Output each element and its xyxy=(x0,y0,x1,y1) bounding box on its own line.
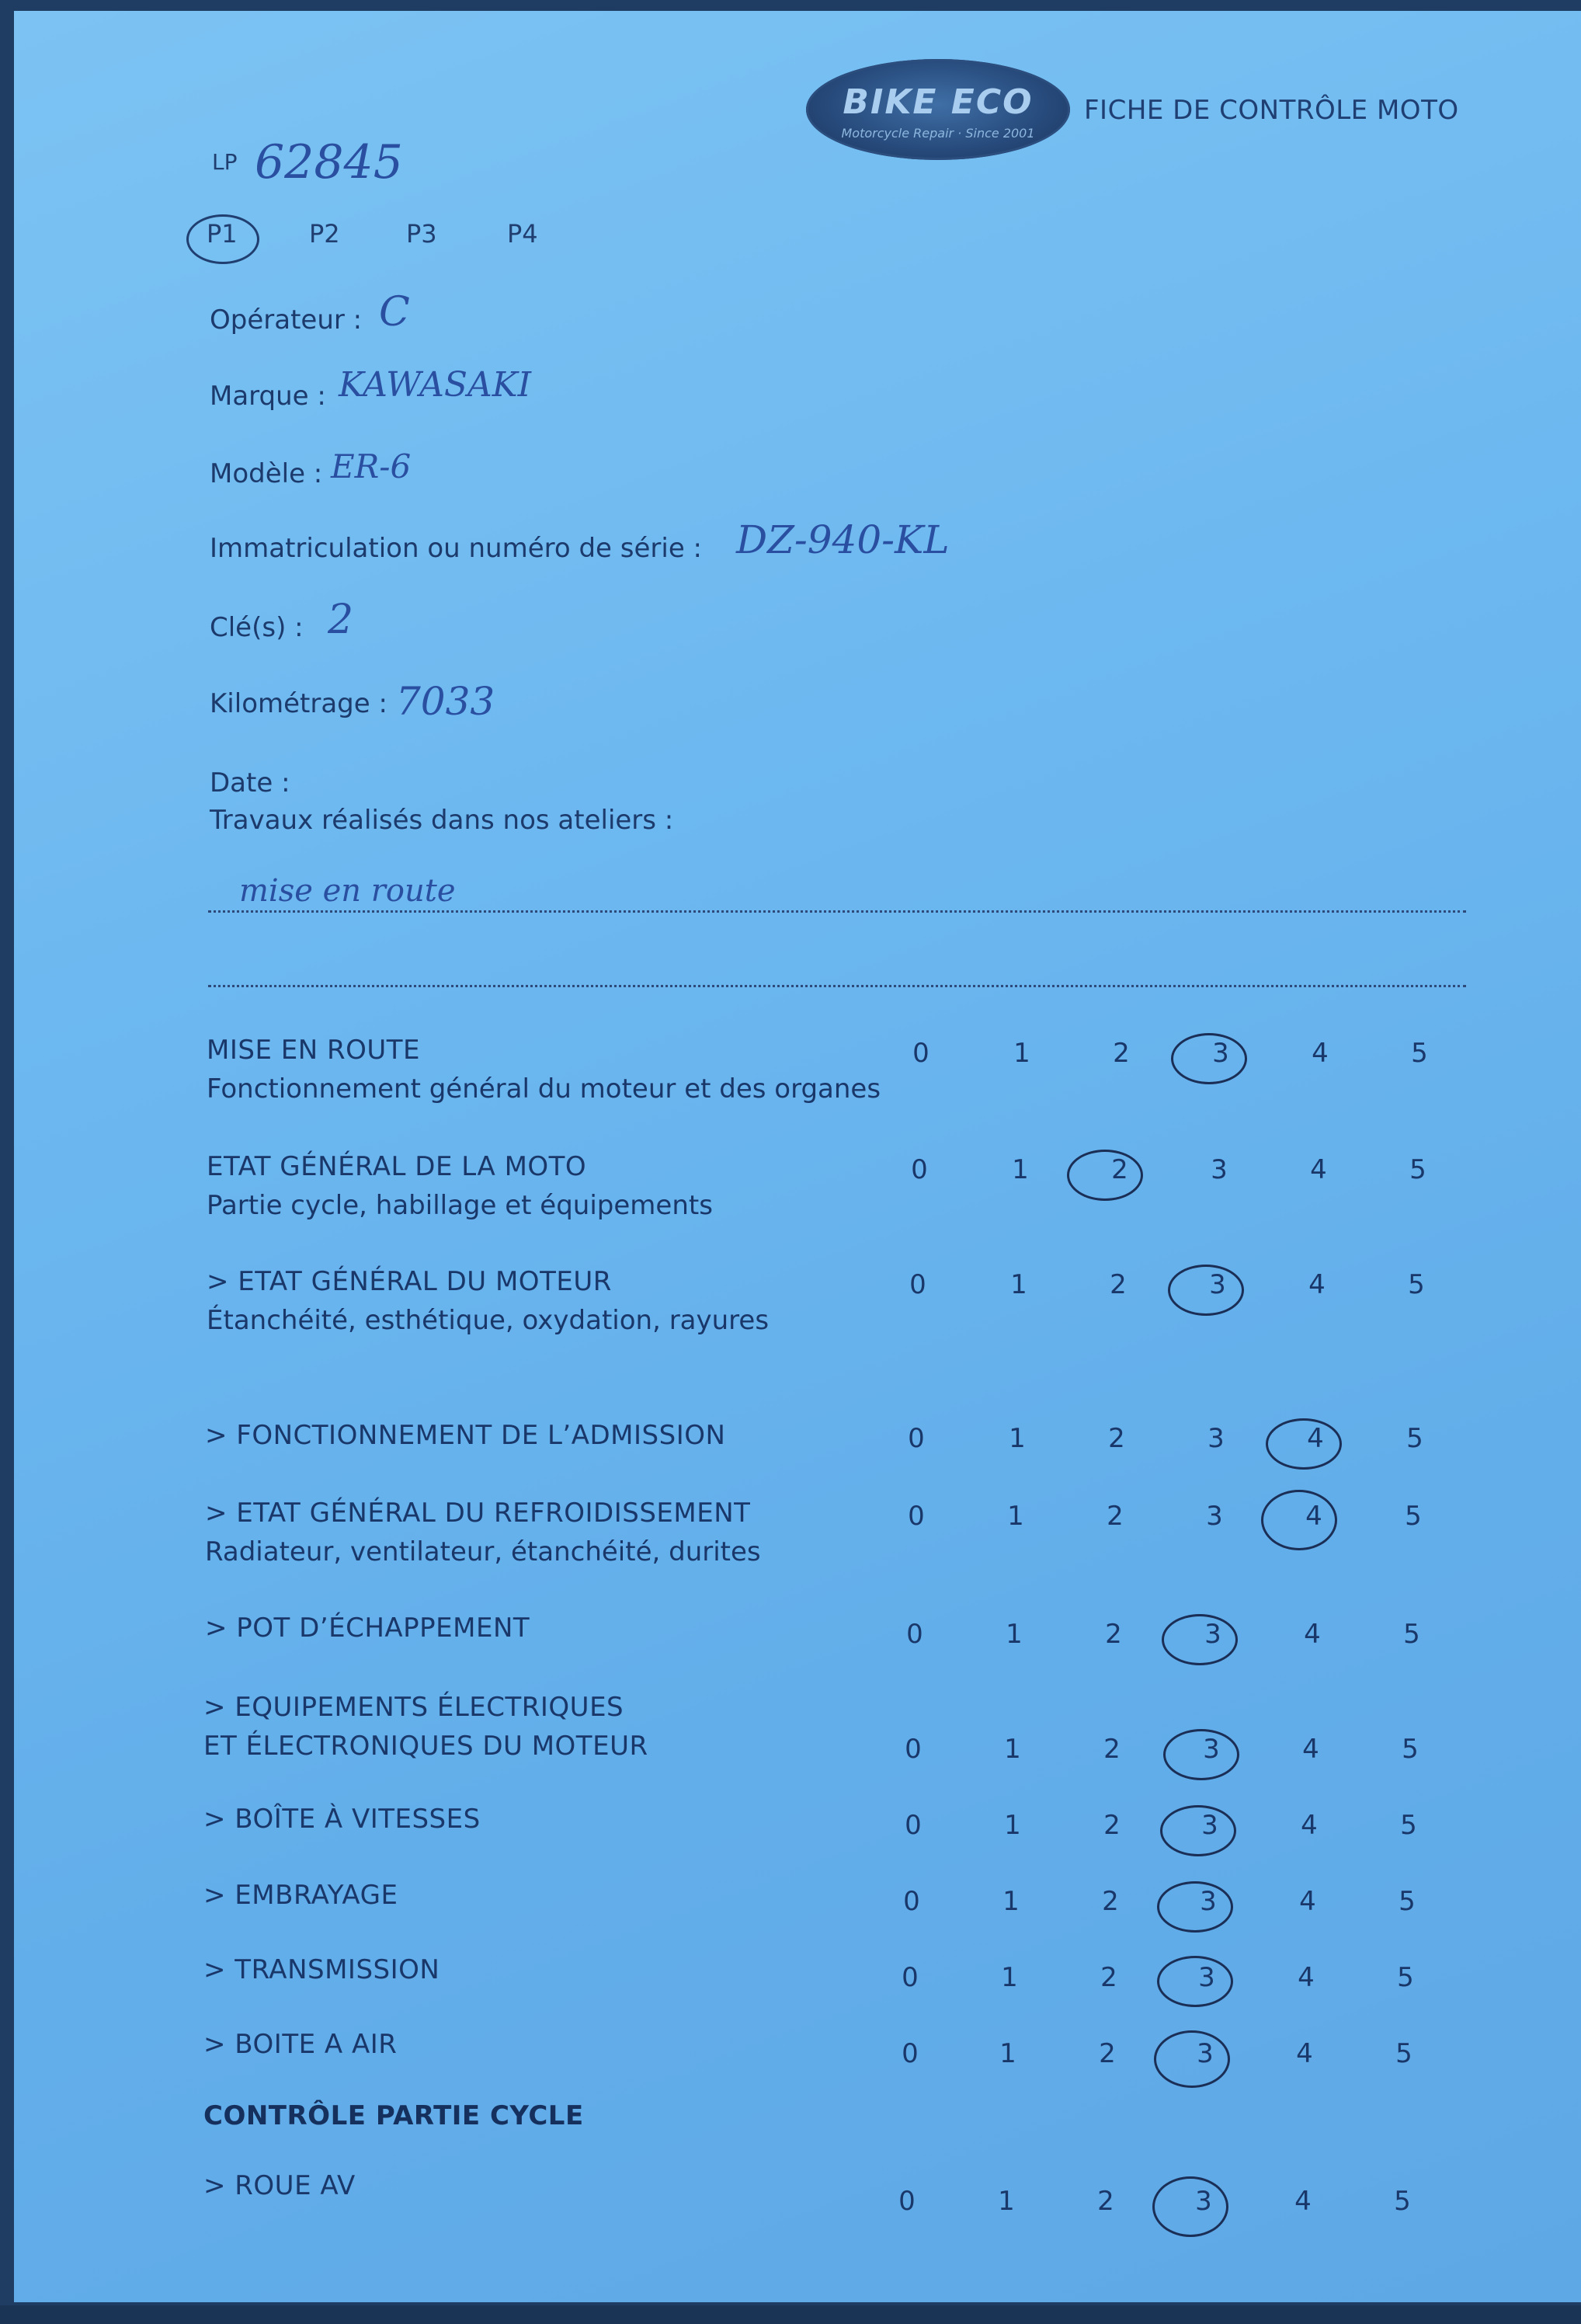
priority-option-p1[interactable]: P1 xyxy=(207,219,238,249)
score-4[interactable]: 4 xyxy=(1302,1734,1319,1765)
score-selection-circle xyxy=(1154,2030,1230,2088)
score-2[interactable]: 2 xyxy=(1111,1154,1128,1185)
keys-label: Clé(s) : xyxy=(210,612,304,643)
score-0[interactable]: 0 xyxy=(911,1154,928,1185)
score-5[interactable]: 5 xyxy=(1408,1269,1425,1300)
score-5[interactable]: 5 xyxy=(1397,1962,1414,1993)
score-0[interactable]: 0 xyxy=(912,1038,929,1069)
score-5[interactable]: 5 xyxy=(1400,1810,1417,1841)
score-4[interactable]: 4 xyxy=(1296,2038,1313,2069)
priority-option-p4[interactable]: P4 xyxy=(507,219,538,249)
mileage-label: Kilométrage : xyxy=(210,688,387,719)
sheet-title: FICHE DE CONTRÔLE MOTO xyxy=(1084,95,1459,126)
score-0[interactable]: 0 xyxy=(909,1269,926,1300)
check-subtitle-equipements: ET ÉLECTRONIQUES DU MOTEUR xyxy=(203,1731,648,1762)
score-selection-circle xyxy=(1168,1265,1244,1316)
score-1[interactable]: 1 xyxy=(1004,1810,1021,1841)
score-0[interactable]: 0 xyxy=(902,1962,919,1993)
check-title-mise-en-route: MISE EN ROUTE xyxy=(207,1035,420,1066)
score-1[interactable]: 1 xyxy=(1004,1734,1021,1765)
score-4[interactable]: 4 xyxy=(1307,1423,1324,1454)
score-5[interactable]: 5 xyxy=(1394,2186,1411,2217)
score-5[interactable]: 5 xyxy=(1409,1154,1426,1185)
score-3[interactable]: 3 xyxy=(1200,1886,1217,1917)
score-4[interactable]: 4 xyxy=(1299,1886,1316,1917)
registration-value[interactable]: DZ-940-KL xyxy=(736,517,950,562)
score-0[interactable]: 0 xyxy=(898,2186,916,2217)
score-4[interactable]: 4 xyxy=(1294,2186,1312,2217)
score-3[interactable]: 3 xyxy=(1204,1619,1221,1650)
score-5[interactable]: 5 xyxy=(1395,2038,1412,2069)
score-2[interactable]: 2 xyxy=(1108,1423,1125,1454)
score-0[interactable]: 0 xyxy=(905,1810,922,1841)
check-title-refroidissement: > ETAT GÉNÉRAL DU REFROIDISSEMENT xyxy=(205,1498,751,1529)
score-5[interactable]: 5 xyxy=(1402,1734,1419,1765)
score-2[interactable]: 2 xyxy=(1100,1962,1117,1993)
score-3[interactable]: 3 xyxy=(1195,2186,1212,2217)
score-1[interactable]: 1 xyxy=(1012,1154,1029,1185)
brand-value[interactable]: KAWASAKI xyxy=(339,365,532,405)
score-4[interactable]: 4 xyxy=(1298,1962,1315,1993)
check-title-etat-moto: ETAT GÉNÉRAL DE LA MOTO xyxy=(207,1151,587,1182)
lp-value: 62845 xyxy=(255,135,403,190)
score-selection-circle xyxy=(1157,1881,1233,1933)
works-line-2 xyxy=(208,985,1466,987)
score-4[interactable]: 4 xyxy=(1310,1154,1327,1185)
score-0[interactable]: 0 xyxy=(906,1619,923,1650)
section-title-partie-cycle: CONTRÔLE PARTIE CYCLE xyxy=(203,2100,584,2131)
score-4[interactable]: 4 xyxy=(1304,1619,1321,1650)
score-selection-circle xyxy=(1157,1956,1233,2007)
date-label: Date : xyxy=(210,767,290,798)
score-2[interactable]: 2 xyxy=(1110,1269,1127,1300)
score-selection-circle xyxy=(1162,1614,1238,1665)
works-value[interactable]: mise en route xyxy=(239,873,456,909)
score-5[interactable]: 5 xyxy=(1406,1423,1423,1454)
priority-option-p3[interactable]: P3 xyxy=(406,219,437,249)
score-0[interactable]: 0 xyxy=(903,1886,920,1917)
inspection-sheet xyxy=(14,11,1581,2302)
check-title-boite-vitesses: > BOÎTE À VITESSES xyxy=(203,1804,481,1835)
check-title-echappement: > POT D’ÉCHAPPEMENT xyxy=(205,1613,530,1644)
check-title-transmission: > TRANSMISSION xyxy=(203,1954,440,1985)
score-1[interactable]: 1 xyxy=(1006,1619,1023,1650)
score-4[interactable]: 4 xyxy=(1312,1038,1329,1069)
score-selection-circle xyxy=(1261,1490,1337,1550)
score-2[interactable]: 2 xyxy=(1103,1734,1121,1765)
score-1[interactable]: 1 xyxy=(1001,1962,1018,1993)
score-5[interactable]: 5 xyxy=(1403,1619,1420,1650)
operator-label: Opérateur : xyxy=(210,304,363,336)
check-subtitle-mise-en-route: Fonctionnement général du moteur et des organes xyxy=(207,1073,881,1105)
score-1[interactable]: 1 xyxy=(1009,1423,1026,1454)
check-title-etat-moteur: > ETAT GÉNÉRAL DU MOTEUR xyxy=(207,1266,612,1297)
brand-label: Marque : xyxy=(210,381,326,412)
score-1[interactable]: 1 xyxy=(1002,1886,1020,1917)
score-4[interactable]: 4 xyxy=(1308,1269,1326,1300)
lp-label: LP xyxy=(212,149,238,175)
score-3[interactable]: 3 xyxy=(1211,1154,1228,1185)
score-selection-circle xyxy=(1067,1150,1143,1201)
score-4[interactable]: 4 xyxy=(1305,1501,1322,1532)
logo-text: BIKE ECO xyxy=(843,82,1034,122)
operator-value[interactable]: C xyxy=(379,289,410,336)
works-label: Travaux réalisés dans nos ateliers : xyxy=(210,805,674,836)
score-1[interactable]: 1 xyxy=(1007,1501,1024,1532)
score-4[interactable]: 4 xyxy=(1301,1810,1318,1841)
score-2[interactable]: 2 xyxy=(1097,2186,1114,2217)
score-3[interactable]: 3 xyxy=(1209,1269,1226,1300)
score-1[interactable]: 1 xyxy=(1010,1269,1027,1300)
score-3[interactable]: 3 xyxy=(1207,1423,1225,1454)
check-title-embrayage: > EMBRAYAGE xyxy=(203,1880,398,1911)
logo-subtext: Motorcycle Repair · Since 2001 xyxy=(841,126,1035,141)
score-3[interactable]: 3 xyxy=(1198,1962,1215,1993)
check-subtitle-etat-moteur: Étanchéité, esthétique, oxydation, rayures xyxy=(207,1305,770,1336)
mileage-value[interactable]: 7033 xyxy=(396,679,495,724)
score-2[interactable]: 2 xyxy=(1103,1810,1121,1841)
model-label: Modèle : xyxy=(210,458,323,489)
score-2[interactable]: 2 xyxy=(1105,1619,1122,1650)
score-selection-circle xyxy=(1266,1418,1342,1470)
check-title-boite-air: > BOITE A AIR xyxy=(203,2029,398,2060)
score-2[interactable]: 2 xyxy=(1107,1501,1124,1532)
score-0[interactable]: 0 xyxy=(905,1734,922,1765)
score-selection-circle xyxy=(1152,2176,1228,2237)
score-3[interactable]: 3 xyxy=(1212,1038,1229,1069)
score-0[interactable]: 0 xyxy=(908,1423,925,1454)
registration-label: Immatriculation ou numéro de série : xyxy=(210,533,702,564)
score-selection-circle xyxy=(1160,1805,1236,1856)
score-1[interactable]: 1 xyxy=(998,2186,1015,2217)
score-3[interactable]: 3 xyxy=(1206,1501,1223,1532)
score-2[interactable]: 2 xyxy=(1113,1038,1130,1069)
priority-option-p2[interactable]: P2 xyxy=(309,219,340,249)
score-0[interactable]: 0 xyxy=(902,2038,919,2069)
check-subtitle-etat-moto: Partie cycle, habillage et équipements xyxy=(207,1190,713,1221)
score-3[interactable]: 3 xyxy=(1203,1734,1220,1765)
score-1[interactable]: 1 xyxy=(999,2038,1016,2069)
keys-value[interactable]: 2 xyxy=(328,597,354,643)
score-2[interactable]: 2 xyxy=(1099,2038,1116,2069)
check-title-admission: > FONCTIONNEMENT DE L’ADMISSION xyxy=(205,1420,726,1451)
works-line-1 xyxy=(208,910,1466,913)
score-5[interactable]: 5 xyxy=(1411,1038,1428,1069)
score-0[interactable]: 0 xyxy=(908,1501,925,1532)
check-title-equipements: > EQUIPEMENTS ÉLECTRIQUES xyxy=(203,1692,624,1723)
score-2[interactable]: 2 xyxy=(1102,1886,1119,1917)
check-title-roue-av: > ROUE AV xyxy=(203,2170,356,2201)
score-5[interactable]: 5 xyxy=(1399,1886,1416,1917)
company-logo xyxy=(806,59,1070,160)
check-subtitle-refroidissement: Radiateur, ventilateur, étanchéité, durites xyxy=(205,1536,761,1567)
score-3[interactable]: 3 xyxy=(1197,2038,1214,2069)
score-1[interactable]: 1 xyxy=(1013,1038,1030,1069)
score-selection-circle xyxy=(1171,1033,1247,1084)
background-edge xyxy=(0,2305,1581,2324)
score-selection-circle xyxy=(1163,1729,1239,1780)
model-value[interactable]: ER-6 xyxy=(331,447,412,485)
score-3[interactable]: 3 xyxy=(1201,1810,1218,1841)
score-5[interactable]: 5 xyxy=(1405,1501,1422,1532)
